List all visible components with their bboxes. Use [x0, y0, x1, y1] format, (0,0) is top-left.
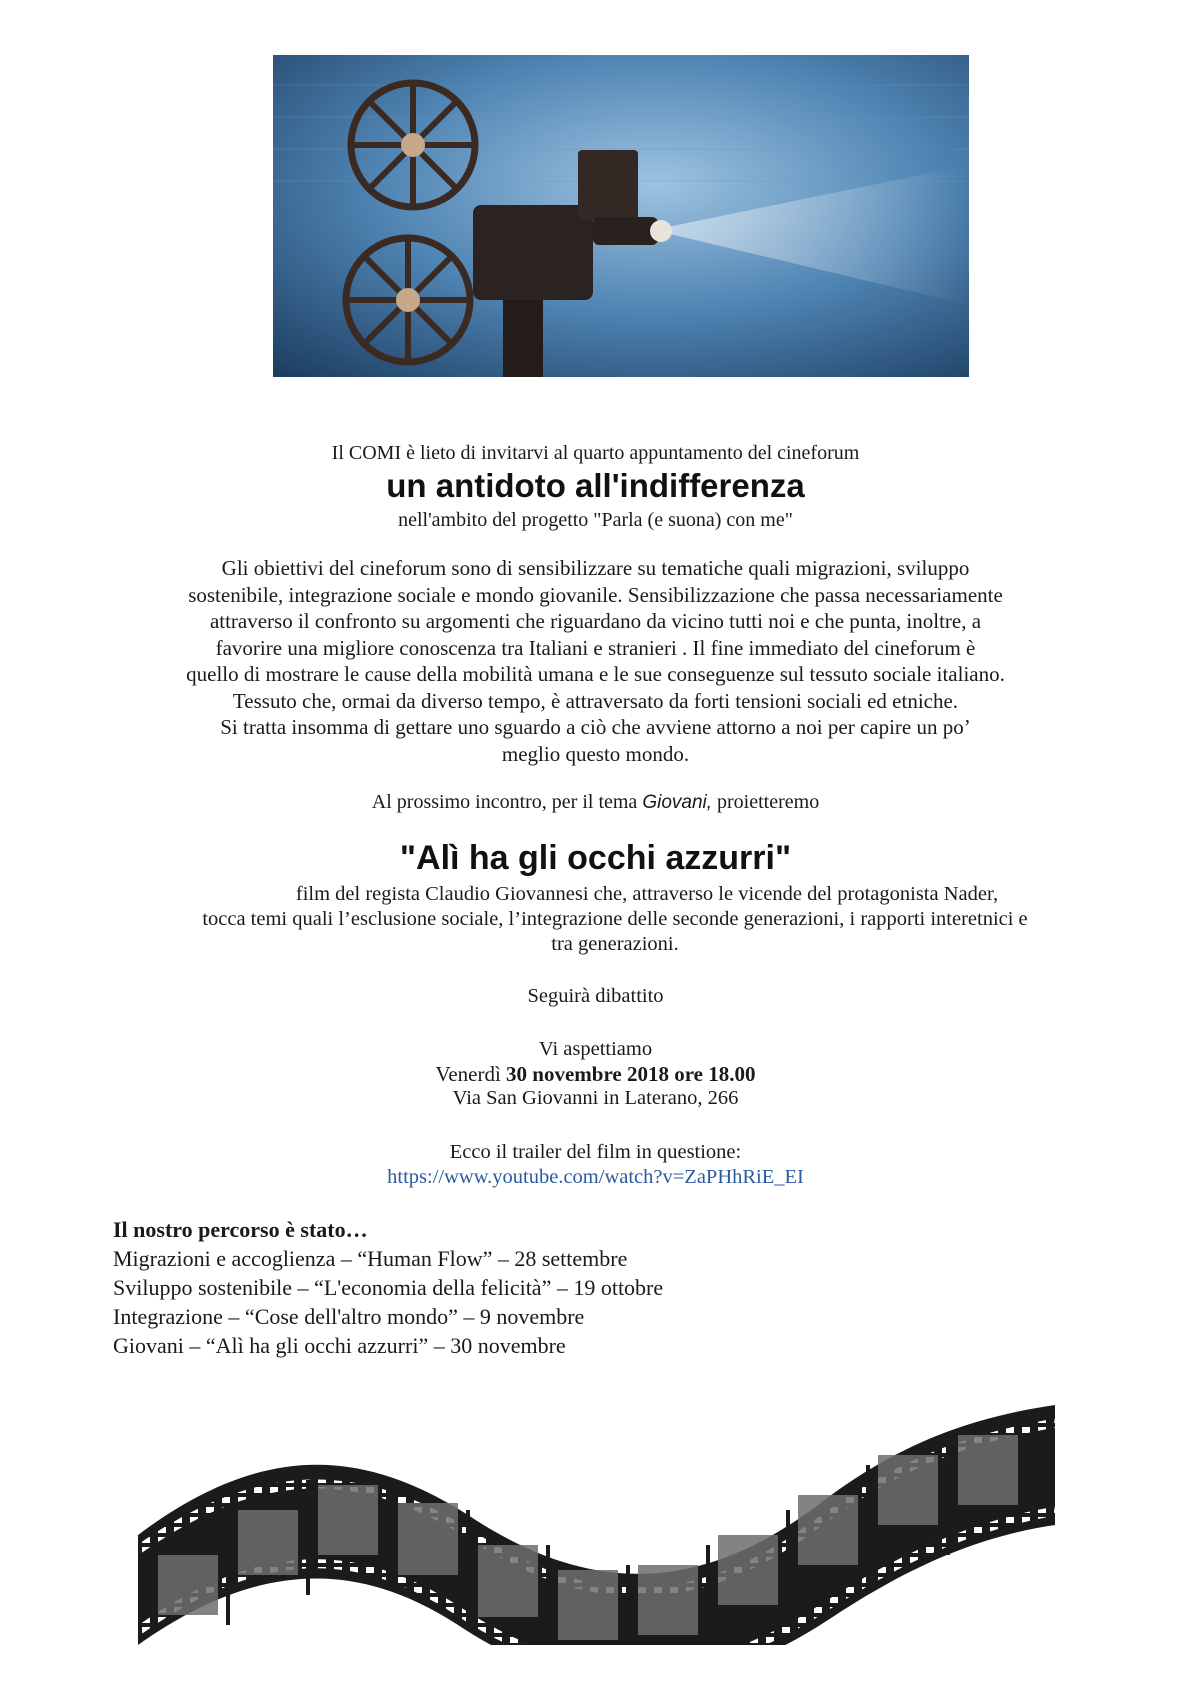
project-line: nell'ambito del progetto "Parla (e suona) con me" — [398, 509, 793, 531]
projector-illustration — [273, 55, 969, 377]
path-item: Sviluppo sostenibile – “L'economia della felicità” – 19 ottobre — [113, 1275, 664, 1300]
await-line: Vi aspettiamo — [538, 1038, 653, 1060]
objectives-line: Si tratta insomma di gettare uno sguardo a ciò che avviene attorno a noi per capire un po’ — [220, 715, 971, 739]
projector-image — [273, 55, 969, 377]
path-item: Migrazioni e accoglienza – “Human Flow” – 28 settembre — [113, 1246, 628, 1271]
program-path — [113, 1215, 1013, 1360]
film-description — [125, 882, 1105, 957]
objectives-line: sostenibile, integrazione sociale e mondo giovanile. Sensibilizzazione che passa necessariamente — [188, 582, 1003, 607]
objectives-line: favorire una migliore conoscenza tra Italiani e stranieri . Il fine immediato del cineforum è — [215, 635, 976, 660]
film-desc-line: tocca temi quali l’esclusione sociale, l’integrazione delle seconde generazioni, i rapporti interetnici e — [202, 908, 1028, 930]
debate-line: Seguirà dibattito — [527, 985, 664, 1007]
filmstrip-illustration — [138, 1385, 1055, 1645]
event-date — [0, 1061, 1191, 1087]
next-before: Al prossimo incontro, per il tema — [371, 791, 643, 813]
next-meeting-line — [0, 790, 1191, 815]
path-heading: Il nostro percorso è stato… — [113, 1217, 368, 1242]
event-datetime: 30 novembre 2018 ore 18.00 — [506, 1062, 756, 1086]
film-title: "Alì ha gli occhi azzurri" — [399, 839, 792, 877]
trailer-link-row — [0, 1165, 1191, 1190]
film-desc-line: film del regista Claudio Giovannesi che, attraverso le vicende del protagonista Nader, — [295, 883, 999, 905]
cineforum-title: un antidoto all'indifferenza — [386, 467, 805, 504]
trailer-link[interactable]: https://www.youtube.com/watch?v=ZaPHhRiE_EI — [387, 1166, 804, 1188]
film-desc-line: tra generazioni. — [551, 933, 679, 955]
next-after: proietteremo — [712, 791, 820, 813]
filmstrip-image — [138, 1385, 1055, 1645]
path-item: Giovani – “Alì ha gli occhi azzurri” – 30 novembre — [113, 1333, 566, 1358]
objectives-line: meglio questo mondo. — [501, 741, 690, 766]
objectives-line: attraverso il confronto su argomenti che riguardano da vicino tutti noi e che punta, inoltre, a — [209, 609, 982, 633]
path-item: Integrazione – “Cose dell'altro mondo” – 9 novembre — [113, 1304, 585, 1329]
objectives-line: Tessuto che, ormai da diverso tempo, è attraversato da forti tensioni sociali ed etniche. — [232, 688, 959, 713]
objectives-line: Gli obiettivi del cineforum sono di sensibilizzare su tematiche quali migrazioni, sviluppo — [221, 556, 970, 580]
next-theme: Giovani, — [642, 792, 713, 813]
intro-text: Il COMI è lieto di invitarvi al quarto appuntamento del cineforum — [331, 442, 860, 464]
objectives-paragraph — [110, 555, 1081, 767]
event-day: Venerdì — [435, 1062, 507, 1086]
event-address: Via San Giovanni in Laterano, 266 — [452, 1087, 739, 1109]
trailer-label: Ecco il trailer del film in questione: — [449, 1141, 742, 1163]
objectives-line: quello di mostrare le cause della mobilità umana e le sue conseguenze sul tessuto sociale italiano. — [186, 662, 1005, 686]
